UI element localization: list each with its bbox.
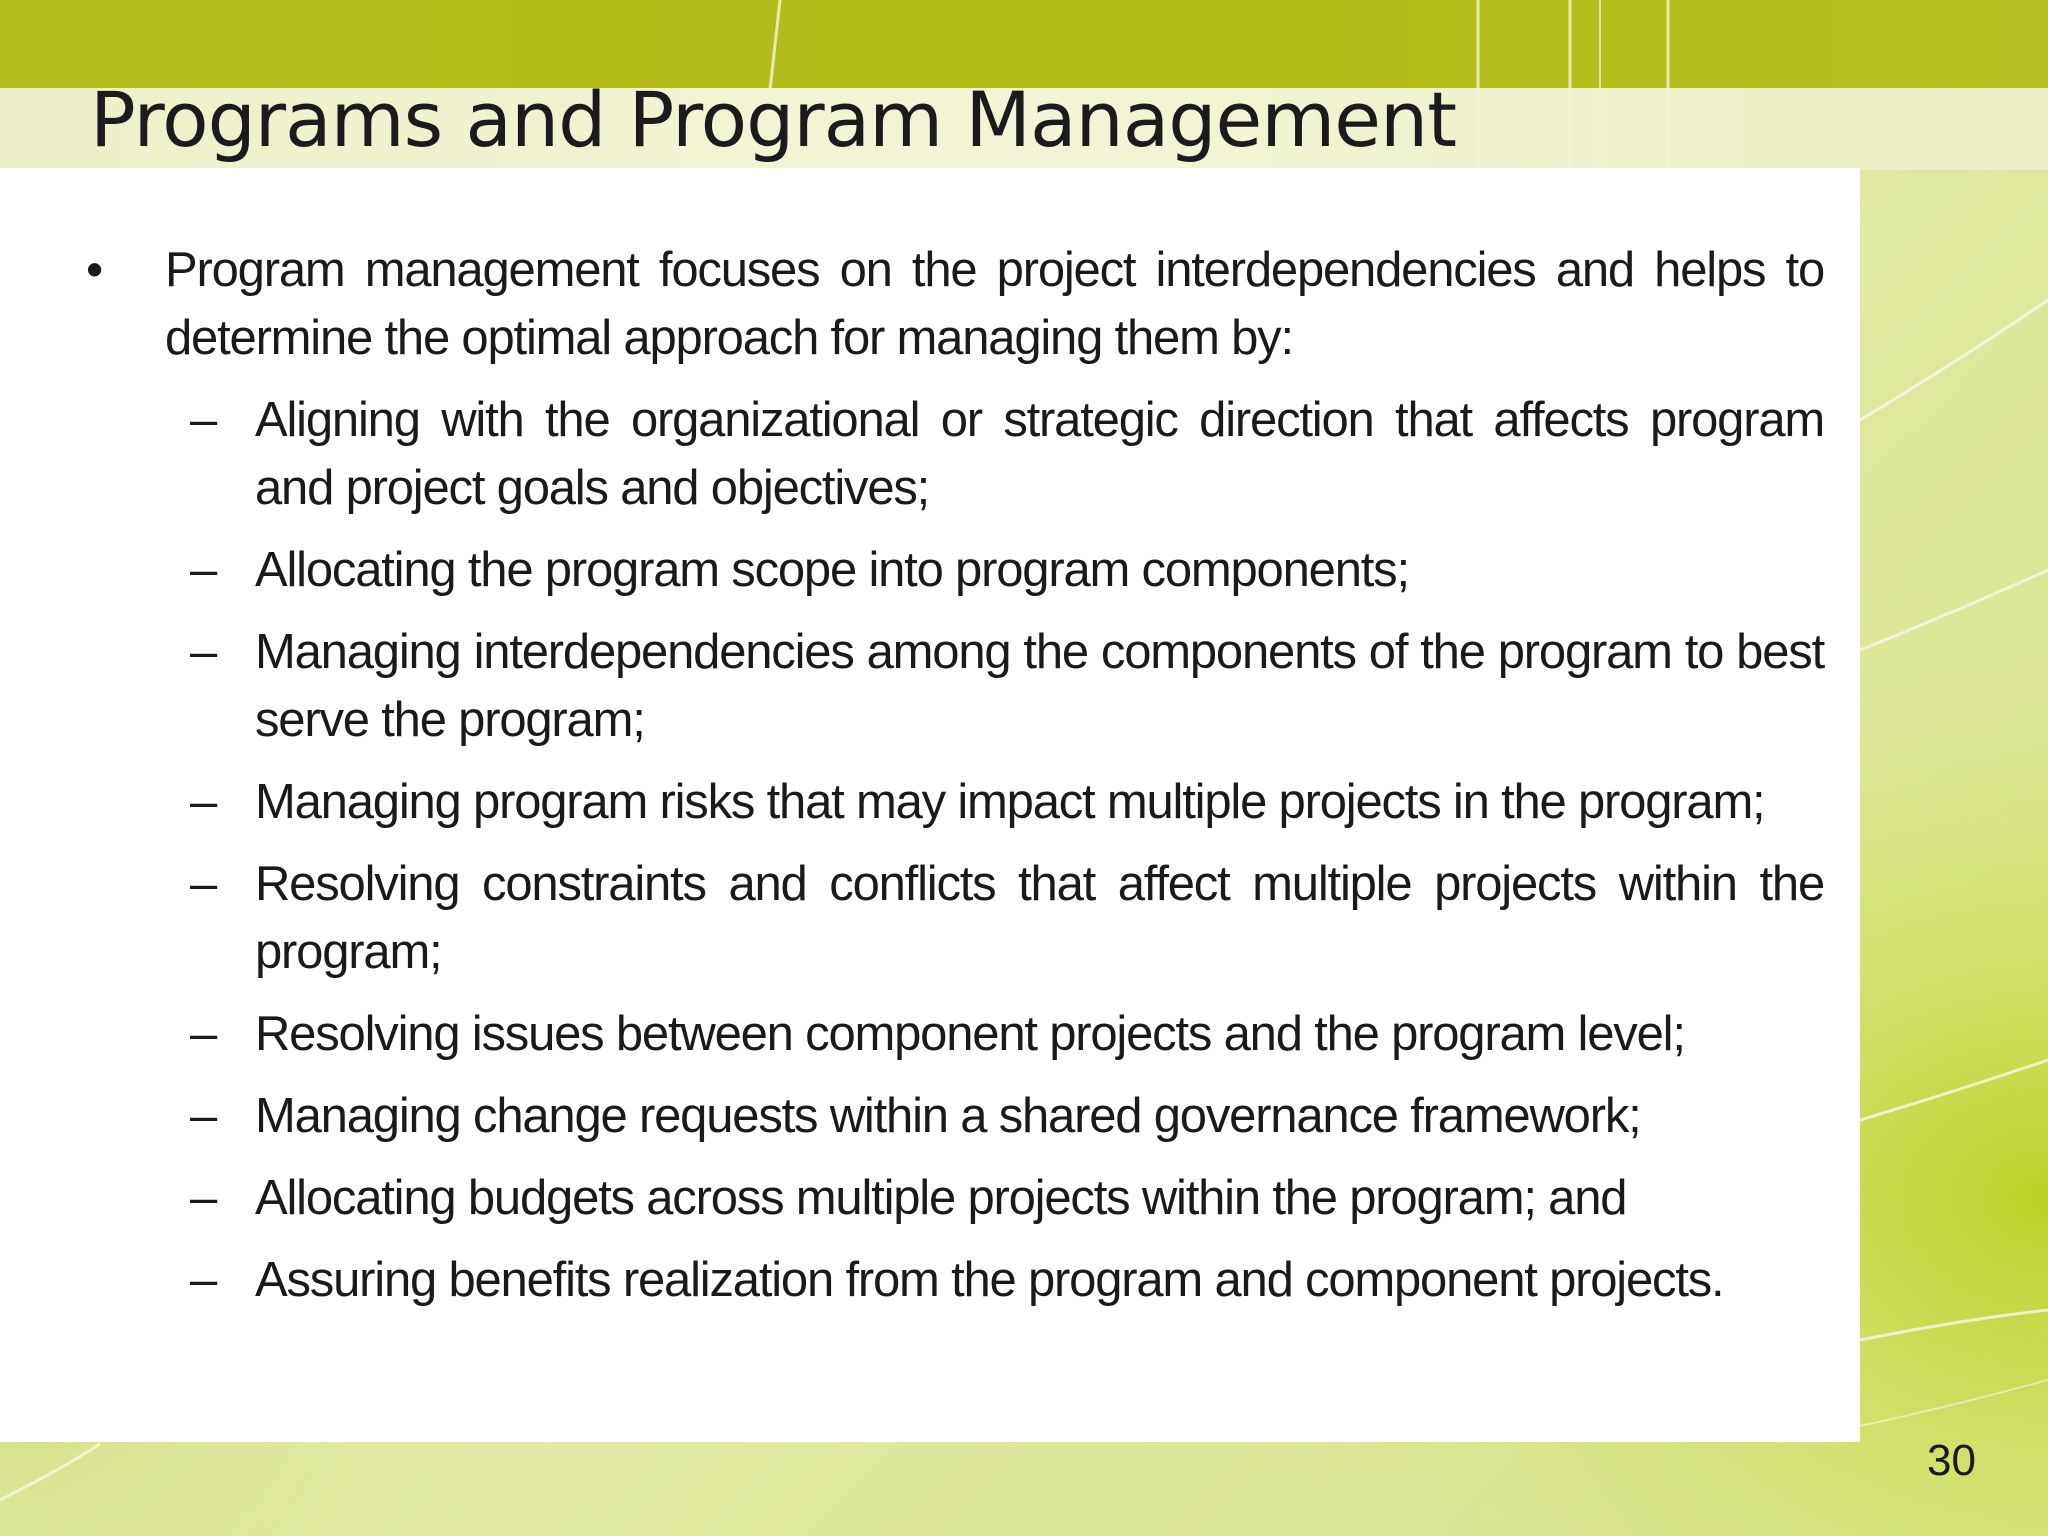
dash-marker: – <box>190 1253 217 1307</box>
bullet-text: Program management focuses on the project interdependencies and helps to determine the optimal approach for managing them by: <box>165 243 1824 365</box>
sub-bullet-text: Assuring benefits realization from the program and component projects. <box>255 1253 1724 1307</box>
dash-marker: – <box>190 775 217 829</box>
sub-bullet-text: Resolving issues between component projects and the program level; <box>255 1007 1685 1061</box>
sub-bullet-item <box>84 850 1824 986</box>
bullet-marker: • <box>86 243 102 297</box>
sub-bullet-item <box>84 1246 1824 1314</box>
sub-bullet-text: Managing change requests within a shared governance framework; <box>255 1089 1641 1143</box>
slide-title: Programs and Program Management <box>90 75 1457 164</box>
sub-bullet-item <box>84 1000 1824 1068</box>
sub-bullet-text: Managing interdependencies among the components of the program to best serve the program; <box>255 625 1824 747</box>
sub-bullet-item <box>84 1082 1824 1150</box>
dash-marker: – <box>190 1089 217 1143</box>
page-number: 30 <box>1927 1436 1976 1485</box>
dash-marker: – <box>190 1007 217 1061</box>
dash-marker: – <box>190 625 217 679</box>
dash-marker: – <box>190 1171 217 1225</box>
bullet-item <box>84 236 1824 372</box>
sub-bullet-item <box>84 386 1824 522</box>
dash-marker: – <box>190 543 217 597</box>
sub-bullet-text: Allocating the program scope into program components; <box>255 543 1409 597</box>
sub-bullet-text: Resolving constraints and conflicts that affect multiple projects within the program; <box>255 857 1824 979</box>
sub-bullet-text: Managing program risks that may impact multiple projects in the program; <box>255 775 1765 829</box>
sub-bullet-item <box>84 768 1824 836</box>
bullet-list <box>84 236 1824 1328</box>
sub-bullet-item <box>84 618 1824 754</box>
sub-bullet-text: Allocating budgets across multiple projects within the program; and <box>255 1171 1627 1225</box>
sub-bullet-item <box>84 536 1824 604</box>
sub-bullet-text: Aligning with the organizational or strategic direction that affects program and project goals and objectives; <box>255 393 1824 515</box>
sub-bullet-item <box>84 1164 1824 1232</box>
dash-marker: – <box>190 393 217 447</box>
dash-marker: – <box>190 857 217 911</box>
